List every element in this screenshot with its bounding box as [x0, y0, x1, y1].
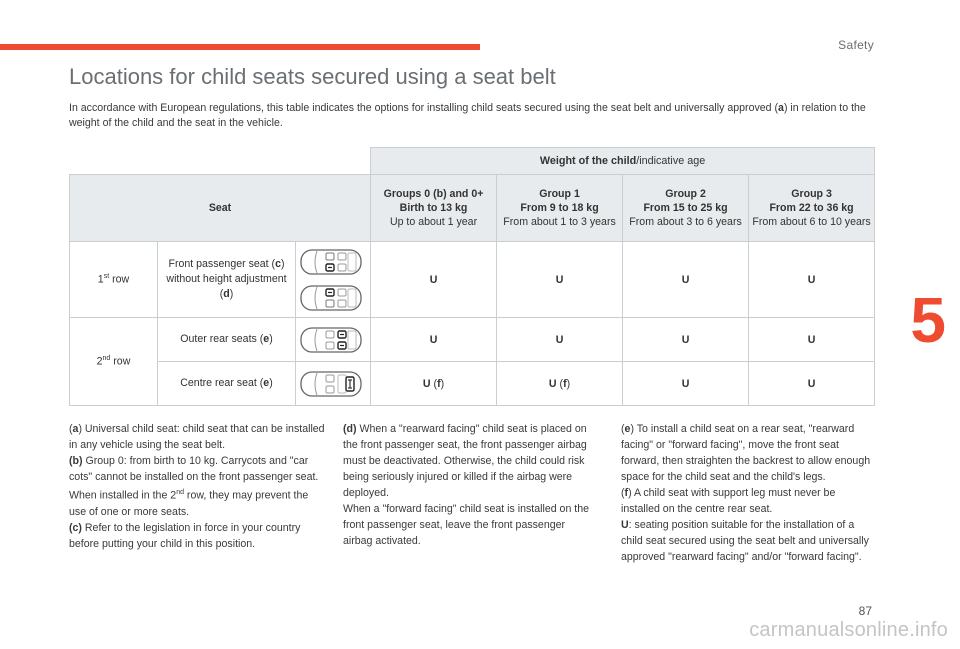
note-b-continued: When installed in the 2nd row, they may prevent the use of one or more seats. [69, 489, 309, 518]
value-cell: U [623, 362, 749, 406]
seat-icons-centre-rear [296, 362, 371, 406]
car-centre-rear-seat-icon [299, 369, 363, 399]
table-row [70, 242, 875, 318]
car-outer-rear-seats-icon [299, 325, 363, 355]
value-cell: U (f) [497, 362, 623, 406]
value-cell: U [623, 318, 749, 362]
note-b: (b) Group 0: from birth to 10 kg. Carrycots and "car cots" cannot be installed on the front passenger seat. [69, 455, 319, 483]
note-a: (a) Universal child seat: child seat that can be installed in any vehicle using the seat belt. [69, 423, 325, 451]
note-f: (f) A child seat with support leg must never be installed on the centre rear seat. [621, 487, 836, 515]
accent-bar [0, 44, 480, 50]
value-cell: U [623, 242, 749, 318]
value-cell: U (f) [371, 362, 497, 406]
note-d-continued: When a "forward facing" child seat is installed on the front passenger seat, leave the front passenger airbag activated. [343, 503, 590, 547]
group-header-3: Group 3 From 22 to 36 kg From about 6 to 10 years [749, 175, 875, 242]
note-u: U: seating position suitable for the installation of a child seat secured using the seat belt and universally approved "rearward facing" and/or "forward facing". [621, 519, 869, 563]
car-front-passenger-forward-icon [299, 283, 363, 313]
notes-column-1 [69, 421, 327, 552]
page-title: Locations for child seats secured using a seat belt [69, 64, 556, 89]
value-cell: U [371, 242, 497, 318]
group-header-1: Group 1 From 9 to 18 kg From about 1 to 3 years [497, 175, 623, 242]
value-cell: U [497, 318, 623, 362]
table-row [70, 318, 875, 362]
row-label-1st: 1st row [70, 242, 158, 318]
value-cell: U [497, 242, 623, 318]
group-header-0: Groups 0 (b) and 0+ Birth to 13 kg Up to about 1 year [371, 175, 497, 242]
value-cell: U [749, 318, 875, 362]
seat-icons-front [296, 242, 371, 318]
seat-icons-outer-rear [296, 318, 371, 362]
value-cell: U [749, 362, 875, 406]
child-seat-table [69, 147, 875, 406]
notes-column-3 [621, 421, 876, 565]
note-d: (d) When a "rearward facing" child seat is placed on the front passenger seat, the front passenger airbag must be deactivated. Otherwise, the child could risk being seriously injured or killed if the airbag were deployed. [343, 423, 587, 499]
watermark: carmanualsonline.info [749, 619, 948, 641]
group-header-2: Group 2 From 15 to 25 kg From about 3 to 6 years [623, 175, 749, 242]
page-number: 87 [858, 604, 872, 618]
weight-header: Weight of the child/indicative age [371, 148, 875, 175]
section-label: Safety [838, 38, 874, 52]
table-row [70, 362, 875, 406]
seat-desc-outer-rear: Outer rear seats (e) [158, 318, 296, 362]
car-front-passenger-rearward-icon [299, 247, 363, 277]
note-e: (e) To install a child seat on a rear seat, "rearward facing" or "forward facing", move the front seat forward, then straighten the backrest to allow enough space for the child seat and the child's legs. [621, 423, 871, 483]
note-c: (c) Refer to the legislation in force in your country before putting your child in this position. [69, 521, 301, 550]
value-cell: U [371, 318, 497, 362]
notes-column-2 [343, 421, 593, 549]
seat-header: Seat [70, 175, 371, 242]
intro-paragraph: In accordance with European regulations, this table indicates the options for installing child seats secured using the seat belt and universally approved (a) in relation to the weight of the child and the seat in the vehicle. [69, 102, 866, 129]
chapter-number: 5 [910, 284, 946, 356]
row-label-2nd: 2nd row [70, 318, 158, 406]
seat-desc-front: Front passenger seat (c) without height adjustment (d) [158, 242, 296, 318]
seat-desc-centre-rear: Centre rear seat (e) [158, 362, 296, 406]
value-cell: U [749, 242, 875, 318]
